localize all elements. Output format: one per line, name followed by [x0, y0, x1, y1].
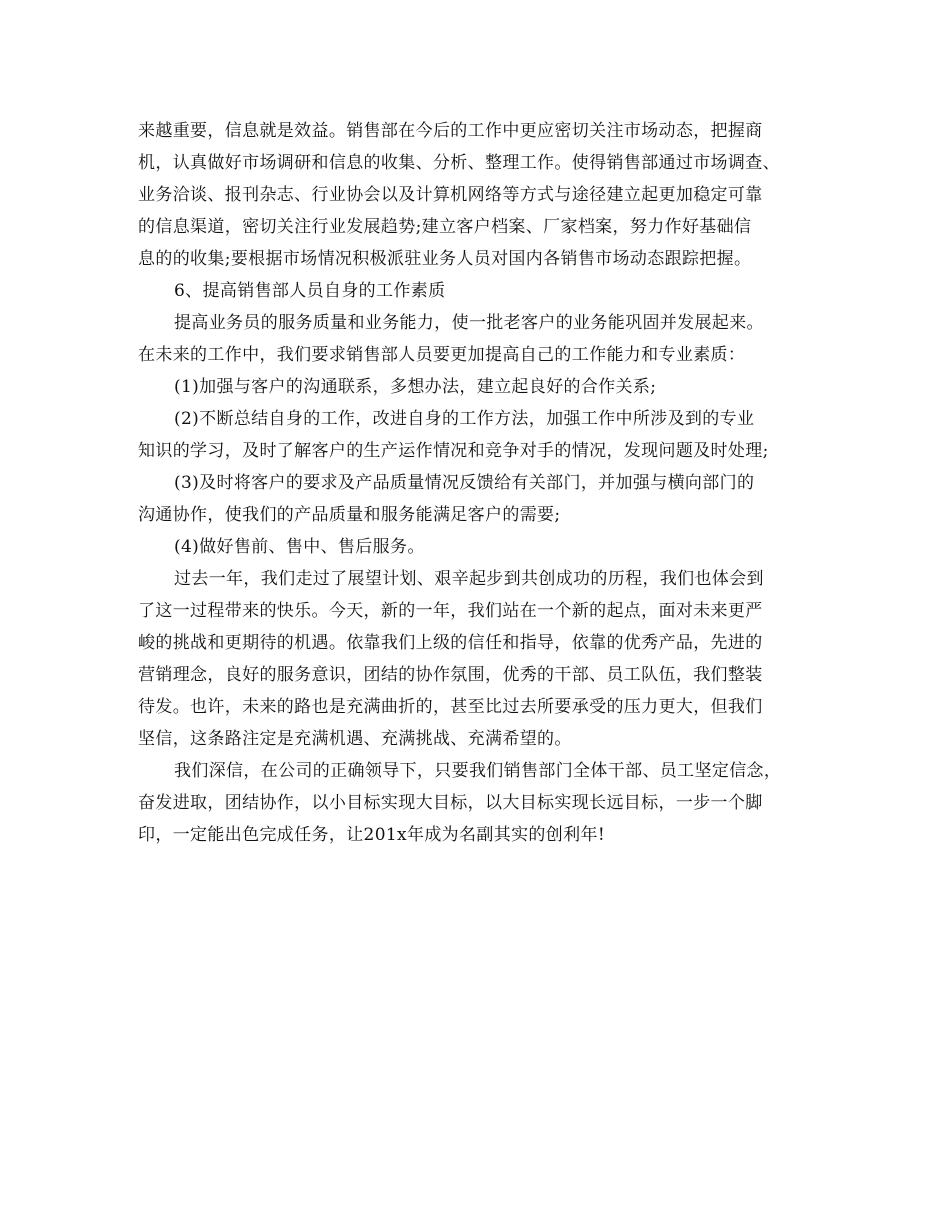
text-line: 过去一年，我们走过了展望计划、艰辛起步到共创成功的历程，我们也体会到 [174, 569, 764, 589]
text-line: 息的的收集;要根据市场情况积极派驻业务人员对国内各销售市场动态跟踪把握。 [138, 249, 752, 269]
list-item: (2)不断总结自身的工作，改进自身的工作方法，加强工作中所涉及到的专业 [174, 409, 755, 429]
text-line: 知识的学习，及时了解客户的生产运作情况和竞争对手的情况，发现问题及时处理; [138, 441, 769, 461]
text-line: 来越重要，信息就是效益。销售部在今后的工作中更应密切关注市场动态，把握商 [138, 121, 763, 141]
text-line: 的信息渠道，密切关注行业发展趋势;建立客户档案、厂家档案，努力作好基础信 [138, 217, 752, 237]
text-line: 沟通协作，使我们的产品质量和服务能满足客户的需要; [138, 505, 561, 525]
list-item: (3)及时将客户的要求及产品质量情况反馈给有关部门，并加强与横向部门的 [174, 473, 755, 493]
text-line: 业务洽谈、报刊杂志、行业协会以及计算机网络等方式与途径建立起更加稳定可靠 [138, 185, 763, 205]
text-line: 印，一定能出色完成任务，让201x年成为名副其实的创利年! [138, 825, 606, 845]
list-item: (1)加强与客户的沟通联系，多想办法，建立起良好的合作关系; [174, 377, 657, 397]
text-line: 我们深信，在公司的正确领导下，只要我们销售部门全体干部、员工坚定信念， [174, 761, 782, 781]
text-line: 奋发进取，团结协作，以小目标实现大目标，以大目标实现长远目标，一步一个脚 [138, 793, 763, 813]
text-line: 机，认真做好市场调研和信息的收集、分析、整理工作。使得销售部通过市场调查、 [138, 153, 780, 173]
document-body [138, 115, 818, 851]
text-line: 在未来的工作中，我们要求销售部人员要更加提高自己的工作能力和专业素质： [138, 345, 746, 365]
section-heading: 6、提高销售部人员自身的工作素质 [174, 281, 446, 301]
text-line: 待发。也许，未来的路也是充满曲折的，甚至比过去所要承受的压力更大，但我们 [138, 697, 763, 717]
text-line: 提高业务员的服务质量和业务能力，使一批老客户的业务能巩固并发展起来。 [174, 313, 764, 333]
text-line: 坚信，这条路注定是充满机遇、充满挑战、充满希望的。 [138, 729, 572, 749]
text-line: 峻的挑战和更期待的机遇。依靠我们上级的信任和指导，依靠的优秀产品，先进的 [138, 633, 763, 653]
text-line: 了这一过程带来的快乐。今天，新的一年，我们站在一个新的起点，面对未来更严 [138, 601, 763, 621]
list-item: (4)做好售前、售中、售后服务。 [174, 537, 425, 557]
text-line: 营销理念，良好的服务意识，团结的协作氛围，优秀的干部、员工队伍，我们整装 [138, 665, 763, 685]
